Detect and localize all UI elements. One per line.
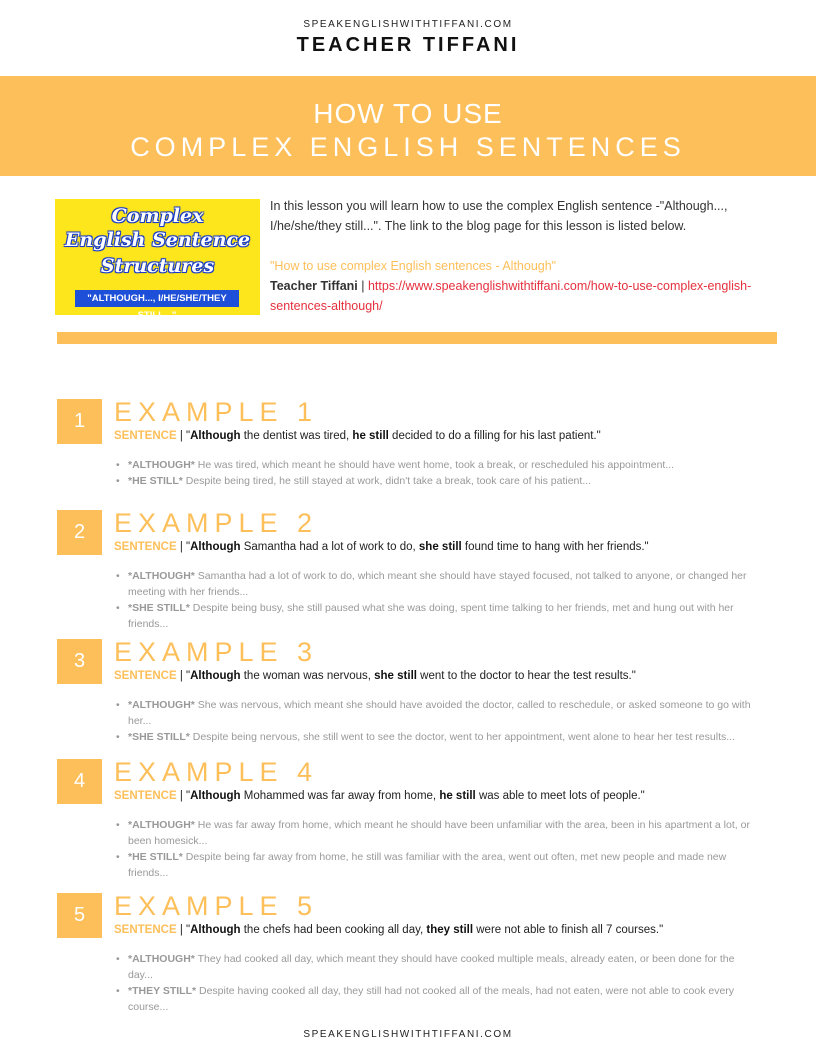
note-text: Despite being nervous, she still went to see the doctor, went to her appointment, went alone to hear her test results... [189,731,735,743]
note-text: He was far away from home, which meant he should have been unfamiliar with the area, been in his apartment a lot, or been homesick... [128,819,750,847]
blog-link-line [270,276,770,316]
example-notes [128,457,758,489]
example-title: EXAMPLE 1 [114,397,319,427]
example-number: 5 [57,893,102,938]
lesson-thumbnail [55,199,260,321]
sentence-label: SENTENCE [114,924,177,936]
note-text: They had cooked all day, which meant they should have cooked multiple meals, already eaten, or been done for the day... [128,953,735,981]
sentence-part-1: the chefs had been cooking all day, [240,924,427,936]
note-text: She was nervous, which meant she should have avoided the doctor, called to reschedule, or asked someone to go with her... [128,699,751,727]
example-number: 2 [57,510,102,555]
note-although [128,951,758,983]
note-key: *ALTHOUGH* [128,570,195,582]
thumbnail-line-1: Complex [111,205,204,227]
example-sentence [114,541,774,553]
note-still [128,473,758,489]
intro-block [270,196,770,316]
example-number: 1 [57,399,102,444]
sentence-part-1: Mohammed was far away from home, [240,790,440,802]
example-notes [128,817,758,881]
still-phrase: she still [418,541,462,553]
note-key: *HE STILL* [128,475,183,487]
still-phrase: he still [352,430,389,442]
note-although [128,817,758,849]
thumbnail-line-2: English Sentence [64,229,251,251]
title-banner [0,76,816,176]
sentence-sep: | " [176,790,191,802]
example-title: EXAMPLE 4 [114,757,319,787]
example-notes [128,951,758,1015]
example-title: EXAMPLE 5 [114,891,319,921]
note-key: *ALTHOUGH* [128,459,195,471]
note-still [128,600,758,632]
blog-title: "How to use complex English sentences - Although" [270,259,557,273]
example-title: EXAMPLE 3 [114,637,319,667]
example-sentence [114,670,774,682]
example-number: 4 [57,759,102,804]
note-key: *ALTHOUGH* [128,953,195,965]
note-text: Despite being far away from home, he still was familiar with the area, went out often, met new people and made new friends... [128,851,727,879]
sentence-sep: | " [176,430,191,442]
still-phrase: he still [439,790,476,802]
note-key: *THEY STILL* [128,985,197,997]
sentence-label: SENTENCE [114,670,177,682]
note-although [128,457,758,473]
although-word: Although [190,430,241,442]
sentence-part-2: was able to meet lots of people." [475,790,645,802]
example-number: 3 [57,639,102,684]
note-text: Samantha had a lot of work to do, which meant she should have stayed focused, not talked to anyone, or changed her meeting with her friends... [128,570,747,598]
note-still [128,729,758,745]
sentence-part-1: the woman was nervous, [240,670,375,682]
note-text: Despite being busy, she still paused what she was doing, spent time talking to her friends, met and hung out with her friends... [128,602,734,630]
sentence-part-2: went to the doctor to hear the test results." [416,670,636,682]
example-sentence [114,924,774,936]
example-sentence [114,430,774,442]
sentence-part-2: were not able to finish all 7 courses." [473,924,664,936]
note-text: He was tired, which meant he should have went home, took a break, or rescheduled his appointment... [194,459,675,471]
still-phrase: she still [374,670,417,682]
section-divider [57,332,777,344]
although-word: Although [190,670,241,682]
intro-text: In this lesson you will learn how to use the complex English sentence -"Although..., I/he/she/they still...". The link to the blog page for this lesson is listed below. [270,199,728,233]
sentence-part-2: found time to hang with her friends." [461,541,649,553]
sentence-label: SENTENCE [114,790,177,802]
sentence-part-1: the dentist was tired, [240,430,353,442]
author-name: Teacher Tiffani [270,279,358,293]
thumbnail-line-3: Structures [100,255,215,277]
note-still [128,983,758,1015]
sentence-label: SENTENCE [114,430,177,442]
sentence-sep: | " [176,541,191,553]
sentence-sep: | " [176,670,191,682]
note-although [128,697,758,729]
banner-line-2: COMPLEX ENGLISH SENTENCES [130,132,686,162]
site-url-footer[interactable]: SPEAKENGLISHWITHTIFFANI.COM [303,1029,513,1040]
example-sentence [114,790,774,802]
although-word: Although [190,541,241,553]
note-key: *ALTHOUGH* [128,819,195,831]
example-title: EXAMPLE 2 [114,508,319,538]
brand-title: TEACHER TIFFANI [296,34,520,56]
example-notes [128,697,758,745]
note-although [128,568,758,600]
blog-link[interactable]: https://www.speakenglishwithtiffani.com/how-to-use-complex-english-sentences-although/ [270,279,752,313]
note-key: *ALTHOUGH* [128,699,195,711]
note-text: Despite having cooked all day, they still had not cooked all of the meals, had not eaten, were not able to cook every course... [128,985,735,1013]
thumbnail-tag: "ALTHOUGH..., I/HE/SHE/THEY STILL..." [75,290,239,307]
still-phrase: they still [426,924,474,936]
note-key: *HE STILL* [128,851,183,863]
banner-line-1: HOW TO USE [313,98,503,129]
note-text: Despite being tired, he still stayed at work, didn't take a break, took care of his patient... [182,475,592,487]
note-still [128,849,758,881]
note-key: *SHE STILL* [128,602,190,614]
link-separator: | [357,279,368,293]
although-word: Although [190,924,241,936]
site-url-header[interactable]: SPEAKENGLISHWITHTIFFANI.COM [303,19,513,30]
sentence-part-2: decided to do a filling for his last patient." [388,430,601,442]
sentence-label: SENTENCE [114,541,177,553]
although-word: Although [190,790,241,802]
example-notes [128,568,758,632]
note-key: *SHE STILL* [128,731,190,743]
sentence-sep: | " [176,924,191,936]
sentence-part-1: Samantha had a lot of work to do, [240,541,419,553]
